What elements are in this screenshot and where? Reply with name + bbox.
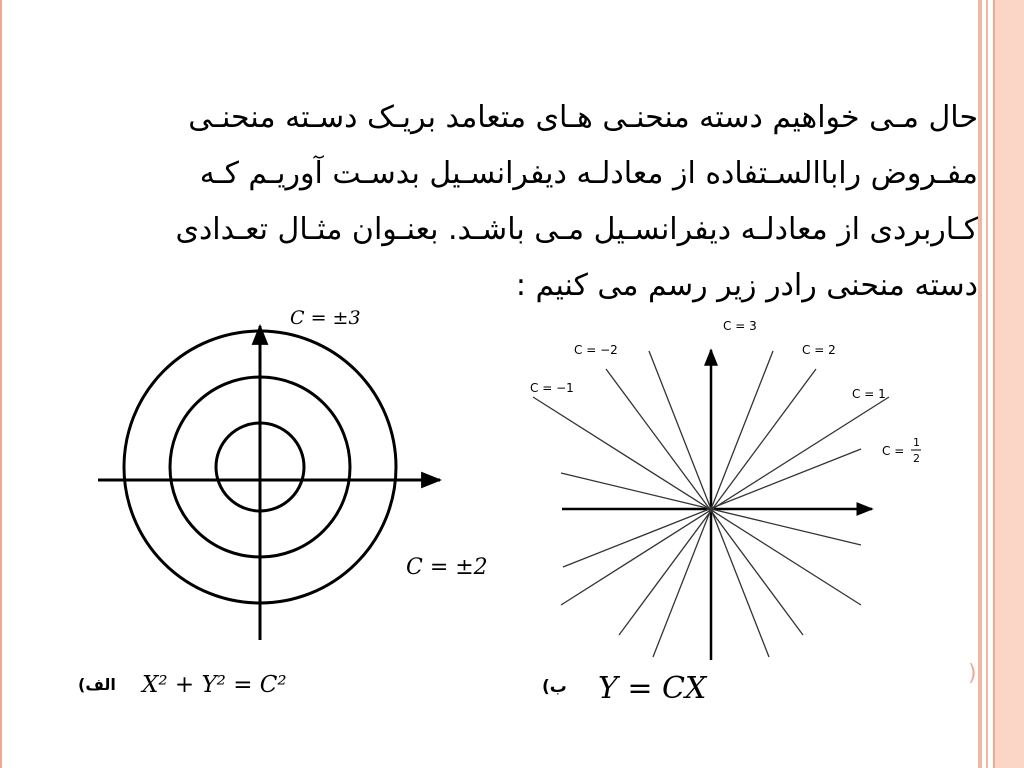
ray-line-4 xyxy=(619,369,816,635)
figure-b-label-c1: C = 1 xyxy=(852,387,886,401)
figure-b-caption-equation: Y = CX xyxy=(598,671,707,706)
ray-line-1 xyxy=(649,351,769,657)
paragraph-line-4: دسته منحنی رادر زیر رسم می کنیم : xyxy=(515,268,978,303)
figure-b-label-chalf-num: 1 xyxy=(913,436,920,449)
figure-b-caption-letter: (ب xyxy=(542,677,567,697)
paragraph-line-1: حال مـی خواهیم دسته منحنـی هـای متعامد بریـک دسـته منحنـی xyxy=(188,100,978,135)
figure-a-label-c3: C = ±3 xyxy=(290,307,361,329)
figure-b-label-chalf-den: 2 xyxy=(913,452,920,465)
figure-a-caption-equation: X² + Y² = C² xyxy=(142,672,287,698)
stray-parenthesis: ) xyxy=(968,661,977,686)
figure-b-label-cm2: C = −2 xyxy=(574,343,618,357)
figure-a-label-c2: C = ±2 xyxy=(406,555,488,580)
paragraph-line-2: مفـروض راباالسـتفاده از معادلـه دیفرانسـیل بدسـت آوریـم کـه xyxy=(199,156,978,191)
figure-b-label-chalf-prefix: C = xyxy=(882,444,905,458)
figure-b-line-family xyxy=(530,319,921,706)
ray-line-5 xyxy=(533,397,861,605)
figure-a-concentric-circles xyxy=(78,307,488,698)
figure-b-label-cm1: C = −1 xyxy=(530,381,574,395)
ray-line-2 xyxy=(653,351,773,657)
figure-b-label-c2: C = 2 xyxy=(802,343,836,357)
figure-b-label-c3: C = 3 xyxy=(723,319,757,333)
ray-line-3 xyxy=(606,369,803,635)
ray-line-6 xyxy=(561,397,889,605)
paragraph-line-3: کـاربردی از معادلـه دیفرانسـیل مـی باشـد. بعنـوان مثـال تعـدادی xyxy=(175,212,978,247)
figure-a-caption-letter: (الف xyxy=(78,675,116,694)
